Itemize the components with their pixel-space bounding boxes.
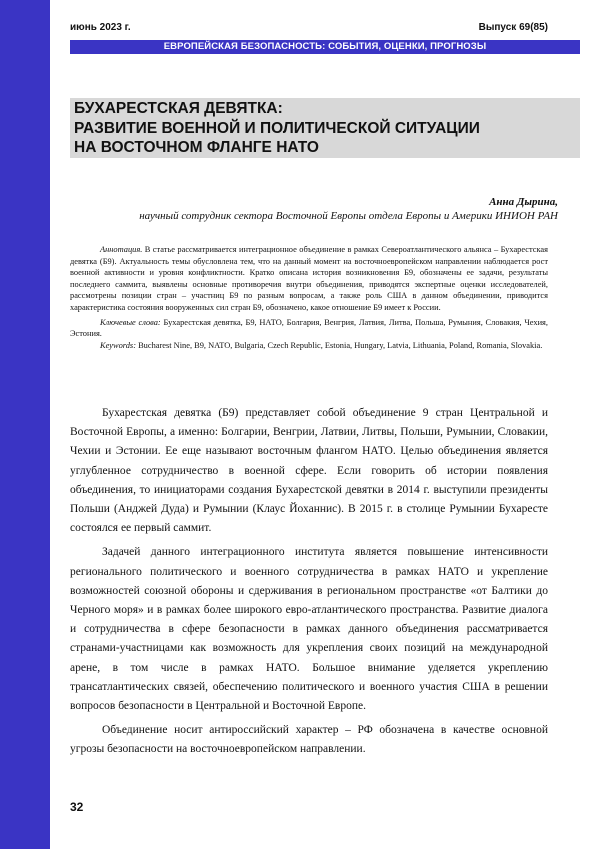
body-paragraph: Задачей данного интеграционного института является повышение интенсивности регионального политического и военного сотрудничества в рамках НАТО и укрепление возможностей союзной обороны и сдерживания в региональном пространстве «от Балтики до Черного моря» и в рамках более широкого евро-атлантического пространства. Развитие диалога и сотрудничества в сфере безопасности в рамках данного объединения рассматривается странами-участницами как возможность для укрепления своих позиций на международной арене, в том числе в рамках НАТО. Большое внимание уделяется укреплению трансатлантических связей, обеспечению политического и военного участия США в решении вопросов безопасности в Центральной и Восточной Европе. [70,546,548,713]
keywords-en-text: Bucharest Nine, B9, NATO, Bulgaria, Czech Republic, Estonia, Hungary, Latvia, Lithuania, Poland, Romania, Slovakia. [135,340,543,350]
keywords-en-label: Keywords: [100,340,136,350]
abstract-text: В статье рассматривается интеграционное объединение в рамках Североатлантического альянса – Бухарестская девятка (Б9). Актуальность темы обусловлена тем, что на данный момент на восточноевропейском направлении наблюдается рост военной активности и уровня конфликтности. Кратко описана история возникновения Б9, обозначены ее задачи, результаты последнего саммита, выявлены основные противоречия внутри объединения, приводятся экспертные оценки исследователей, рассмотрены позиции стран – участниц Б9 по разным вопросам, а также роль США в данном объединении, приводится характеристика состояния вооруженных сил стран Б9, обозначено, какое отношение Б9 имеет к России. [70,245,548,312]
abstract [70,244,548,314]
title-line: РАЗВИТИЕ ВОЕННОЙ И ПОЛИТИЧЕСКОЙ СИТУАЦИИ [74,119,480,137]
section-rubric: ЕВРОПЕЙСКАЯ БЕЗОПАСНОСТЬ: СОБЫТИЯ, ОЦЕНКИ, ПРОГНОЗЫ [70,40,580,54]
running-header [70,22,548,36]
title-line: БУХАРЕСТСКАЯ ДЕВЯТКА: [74,100,283,117]
keywords-label: Ключевые слова: [100,317,161,327]
page-number: 32 [70,800,84,814]
author-name: Анна Дырина, [489,196,558,208]
issue-date: июнь 2023 г. [70,22,131,33]
author-position: научный сотрудник сектора Восточной Европы отдела Европы и Америки ИНИОН РАН [139,209,558,222]
keywords-en [70,340,548,352]
body-paragraph: Бухарестская девятка (Б9) представляет собой объединение 9 стран Центральной и Восточной Европы, а именно: Болгарии, Венгрии, Латвии, Литвы, Польши, Румынии, Словакии, Чехии и Эстонии. Ее еще называют восточным флангом НАТО. Целью объединения является углубленное сотрудничество в военной сфере. Если говорить об истории появления объединения, то инициаторами создания Бухарестской девятки в 2014 г. выступили президенты Польши (Анджей Дуда) и Румынии (Клаус Йоханнис). В 2015 г. в столице Румынии Бухаресте состоялся ее первый саммит. [70,407,548,535]
article-body [70,404,548,765]
left-color-bar [0,0,50,849]
keywords-text: Бухарестская девятка, Б9, НАТО, Болгария, Венгрия, Латвия, Литва, Польша, Румыния, Словакия, Чехия, Эстония. [70,317,548,339]
body-paragraph: Объединение носит антироссийский характер – РФ обозначена в качестве основной угрозы безопасности на восточноевропейском направлении. [70,724,548,756]
author-block [139,196,558,223]
keywords-ru [70,317,548,340]
article-title [70,98,580,158]
title-line: НА ВОСТОЧНОМ ФЛАНГЕ НАТО [74,139,319,156]
abstract-label: Аннотация. [100,245,143,254]
abstract-block [70,244,548,351]
issue-number: Выпуск 69(85) [478,22,548,33]
